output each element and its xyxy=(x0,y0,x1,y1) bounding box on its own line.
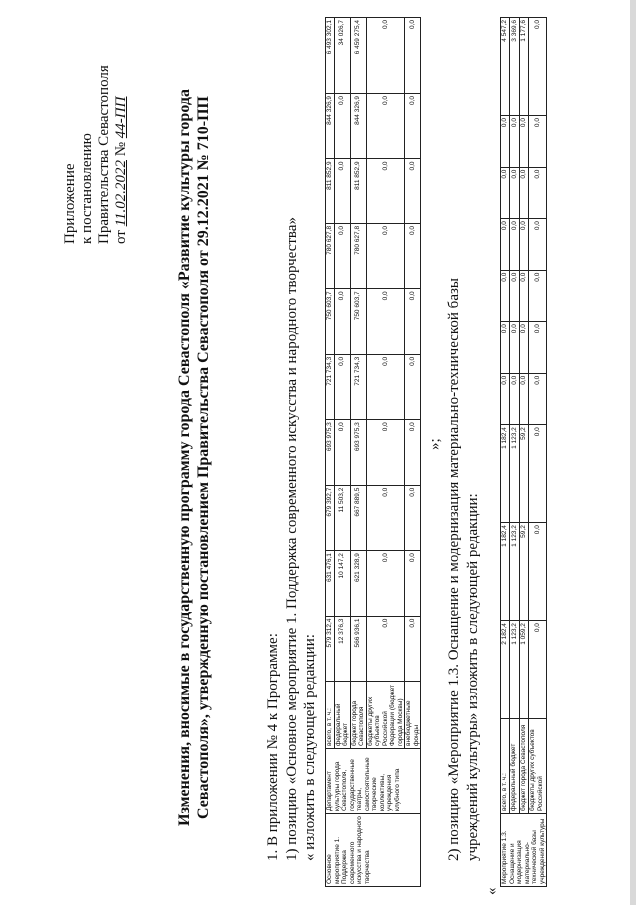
t2-row1-v4: 0,0 xyxy=(510,322,519,374)
section1-item1b-line xyxy=(302,634,319,861)
t1-row3-v6: 0,0 xyxy=(366,223,405,288)
t1-row4-label: внебюджетные фонды xyxy=(405,682,421,749)
t2-row1-v5: 0,0 xyxy=(510,270,519,322)
t1-row1-v7: 0,0 xyxy=(334,159,350,224)
t1-executor-cell: Департамент культуры города Севастополя, государственные театры, самостоятельные творческие коллективы, учреждения клубного типа xyxy=(326,749,421,814)
document-title: Изменения, вносимые в государственную программу города Севастополя «Развитие культуры города Севастополя», утвержденную постановлением Правительства Севастополя от 29.12.2021 № 710-ПП xyxy=(176,89,212,826)
t1-row0-v2: 679 392,7 xyxy=(326,485,335,550)
t2-row2-v8: 0,0 xyxy=(519,116,528,168)
t2-row2-v0: 1 059,2 xyxy=(519,621,528,719)
t2-row1-v0: 1 123,2 xyxy=(510,621,519,719)
table1-close-quote: »; xyxy=(427,438,443,450)
t2-row1-label: федеральный бюджет xyxy=(510,719,519,814)
t1-row4-v2: 0,0 xyxy=(405,485,421,550)
funding-table-2 xyxy=(500,17,547,887)
t2-row0-v0: 2 182,4 xyxy=(501,621,510,719)
t1-row1-v4: 0,0 xyxy=(334,354,350,419)
t1-row2-v8: 844 326,9 xyxy=(350,94,366,159)
t1-row1-label: федеральный бюджет xyxy=(334,682,350,749)
t2-row3-label: бюджеты других субъектов Российской xyxy=(529,719,547,814)
t2-row1-v9: 3 369,6 xyxy=(510,18,519,116)
t1-row4-v9: 0,0 xyxy=(405,18,421,94)
t1-row2-v1: 621 328,9 xyxy=(350,551,366,616)
t2-row0-v6: 0,0 xyxy=(501,219,510,271)
t2-row2-v6: 0,0 xyxy=(519,219,528,271)
t1-row4-v1: 0,0 xyxy=(405,551,421,616)
t2-row3-v9: 0,0 xyxy=(529,18,547,116)
t1-row0-v0: 579 312,4 xyxy=(326,616,335,681)
t1-row3-v7: 0,0 xyxy=(366,159,405,224)
t1-row1-v0: 12 376,3 xyxy=(334,616,350,681)
t1-row4-v0: 0,0 xyxy=(405,616,421,681)
t2-row0-v3: 0,0 xyxy=(501,373,510,425)
t2-row0-v2: 1 182,4 xyxy=(501,425,510,523)
t1-row1-v8: 0,0 xyxy=(334,94,350,159)
annex-block xyxy=(62,65,130,244)
t2-row2-v3: 0,0 xyxy=(519,373,528,425)
annex-date-prefix: от xyxy=(113,230,129,244)
t1-row0-v9: 6 493 302,1 xyxy=(326,18,335,94)
t1-row3-label: бюджеты других субъектов Российской Федерации (бюджет города Москвы) xyxy=(366,682,405,749)
t1-row0-v3: 693 975,3 xyxy=(326,420,335,485)
t2-row1-v3: 0,0 xyxy=(510,373,519,425)
table-row xyxy=(501,18,510,887)
t1-row4-v8: 0,0 xyxy=(405,94,421,159)
annex-line1: Приложение xyxy=(62,163,78,244)
t1-row1-v3: 0,0 xyxy=(334,420,350,485)
t1-row4-v5: 0,0 xyxy=(405,289,421,354)
t1-row2-v9: 6 459 275,4 xyxy=(350,18,366,94)
t2-row3-v5: 0,0 xyxy=(529,270,547,322)
table-row xyxy=(510,18,519,887)
table-row xyxy=(326,18,335,887)
t2-activity-cell: Мероприятие 1.3. Оснащение и модернизация материально-технической базы учреждений культуры xyxy=(501,814,547,887)
t2-row1-v1: 1 123,2 xyxy=(510,523,519,621)
table-row xyxy=(529,18,547,887)
t1-row4-v6: 0,0 xyxy=(405,223,421,288)
t2-row0-v1: 1 182,4 xyxy=(501,523,510,621)
t2-row2-v7: 0,0 xyxy=(519,167,528,219)
t2-row0-v8: 0,0 xyxy=(501,116,510,168)
t1-row2-v5: 750 603,7 xyxy=(350,289,366,354)
t1-row0-v7: 811 852,9 xyxy=(326,159,335,224)
t2-row1-v2: 1 123,2 xyxy=(510,425,519,523)
annex-number-prefix: № xyxy=(113,141,129,157)
t1-row2-v6: 780 627,8 xyxy=(350,223,366,288)
t1-row3-v4: 0,0 xyxy=(366,354,405,419)
open-quote-1: « xyxy=(302,853,318,861)
t2-row3-v7: 0,0 xyxy=(529,167,547,219)
annex-date-line xyxy=(113,65,130,244)
t1-row0-v5: 750 603,7 xyxy=(326,289,335,354)
t2-row1-v7: 0,0 xyxy=(510,167,519,219)
open-quote-2: « xyxy=(484,887,500,895)
annex-line2: к постановлению xyxy=(79,133,95,244)
t2-row0-label: всего, в т. ч.: xyxy=(501,719,510,814)
t1-row2-v4: 721 734,3 xyxy=(350,354,366,419)
t1-row2-v7: 811 852,9 xyxy=(350,159,366,224)
t1-row4-v3: 0,0 xyxy=(405,420,421,485)
t1-row3-v0: 0,0 xyxy=(366,616,405,681)
t2-row3-v1: 0,0 xyxy=(529,523,547,621)
funding-table-1 xyxy=(325,17,421,887)
t2-row2-v5: 0,0 xyxy=(519,270,528,322)
t1-row2-v2: 667 889,5 xyxy=(350,485,366,550)
t2-row2-label: бюджет города Севастополя xyxy=(519,719,528,814)
t1-row4-v7: 0,0 xyxy=(405,159,421,224)
t1-row3-v5: 0,0 xyxy=(366,289,405,354)
t2-row2-v2: 59,2 xyxy=(519,425,528,523)
t2-row1-v8: 0,0 xyxy=(510,116,519,168)
t1-row1-v1: 10 147,2 xyxy=(334,551,350,616)
annex-line3: Правительства Севастополя xyxy=(96,65,112,244)
t2-row3-v0: 0,0 xyxy=(529,621,547,719)
t1-row4-v4: 0,0 xyxy=(405,354,421,419)
section1-item1: 1) позицию «Основное мероприятие 1. Поддержка современного искусства и народного творчества» xyxy=(284,217,300,861)
t2-row2-v4: 0,0 xyxy=(519,322,528,374)
t2-row3-v6: 0,0 xyxy=(529,219,547,271)
table-row xyxy=(519,18,528,887)
t1-row2-v0: 566 936,1 xyxy=(350,616,366,681)
t1-row2-label: бюджет города Севастополя xyxy=(350,682,366,749)
scan-edge xyxy=(630,0,636,905)
annex-date: 11.02.2022 xyxy=(113,160,129,227)
annex-number: 44-ПП xyxy=(113,96,129,139)
t1-row0-v6: 780 627,8 xyxy=(326,223,335,288)
t2-row3-v8: 0,0 xyxy=(529,116,547,168)
t2-row1-v6: 0,0 xyxy=(510,219,519,271)
t1-row1-v5: 0,0 xyxy=(334,289,350,354)
t2-row2-v9: 1 177,6 xyxy=(519,18,528,116)
section2-item2: 2) позицию «Мероприятие 1.3. Оснащение и модернизация материально-технической базы xyxy=(446,278,462,861)
t2-row3-v3: 0,0 xyxy=(529,373,547,425)
t1-row1-v2: 11 503,2 xyxy=(334,485,350,550)
t2-row0-v4: 0,0 xyxy=(501,322,510,374)
t1-row3-v2: 0,0 xyxy=(366,485,405,550)
t2-row2-v1: 59,2 xyxy=(519,523,528,621)
t1-activity-cell: Основное мероприятие 1. Поддержка современного искусства и народного творчества xyxy=(326,814,421,887)
t1-row3-v9: 0,0 xyxy=(366,18,405,94)
t1-row3-v3: 0,0 xyxy=(366,420,405,485)
t1-row1-v6: 0,0 xyxy=(334,223,350,288)
t1-row0-v4: 721 734,3 xyxy=(326,354,335,419)
t1-row3-v8: 0,0 xyxy=(366,94,405,159)
section2-item2b: учреждений культуры» изложить в следующей редакции: xyxy=(465,493,481,861)
t1-row1-v9: 34 026,7 xyxy=(334,18,350,94)
t1-row0-v8: 844 326,9 xyxy=(326,94,335,159)
section1-item1b: изложить в следующей редакции: xyxy=(302,634,318,850)
t1-row0-label: всего, в т. ч.: xyxy=(326,682,335,749)
t2-row0-v9: 4 547,2 xyxy=(501,18,510,116)
t1-row0-v1: 631 476,1 xyxy=(326,551,335,616)
t1-row3-v1: 0,0 xyxy=(366,551,405,616)
t2-row0-v7: 0,0 xyxy=(501,167,510,219)
section1-heading: 1. В приложении № 4 к Программе: xyxy=(265,633,281,861)
t1-row2-v3: 693 975,3 xyxy=(350,420,366,485)
t2-row3-v2: 0,0 xyxy=(529,425,547,523)
t2-row3-v4: 0,0 xyxy=(529,322,547,374)
t2-row0-v5: 0,0 xyxy=(501,270,510,322)
